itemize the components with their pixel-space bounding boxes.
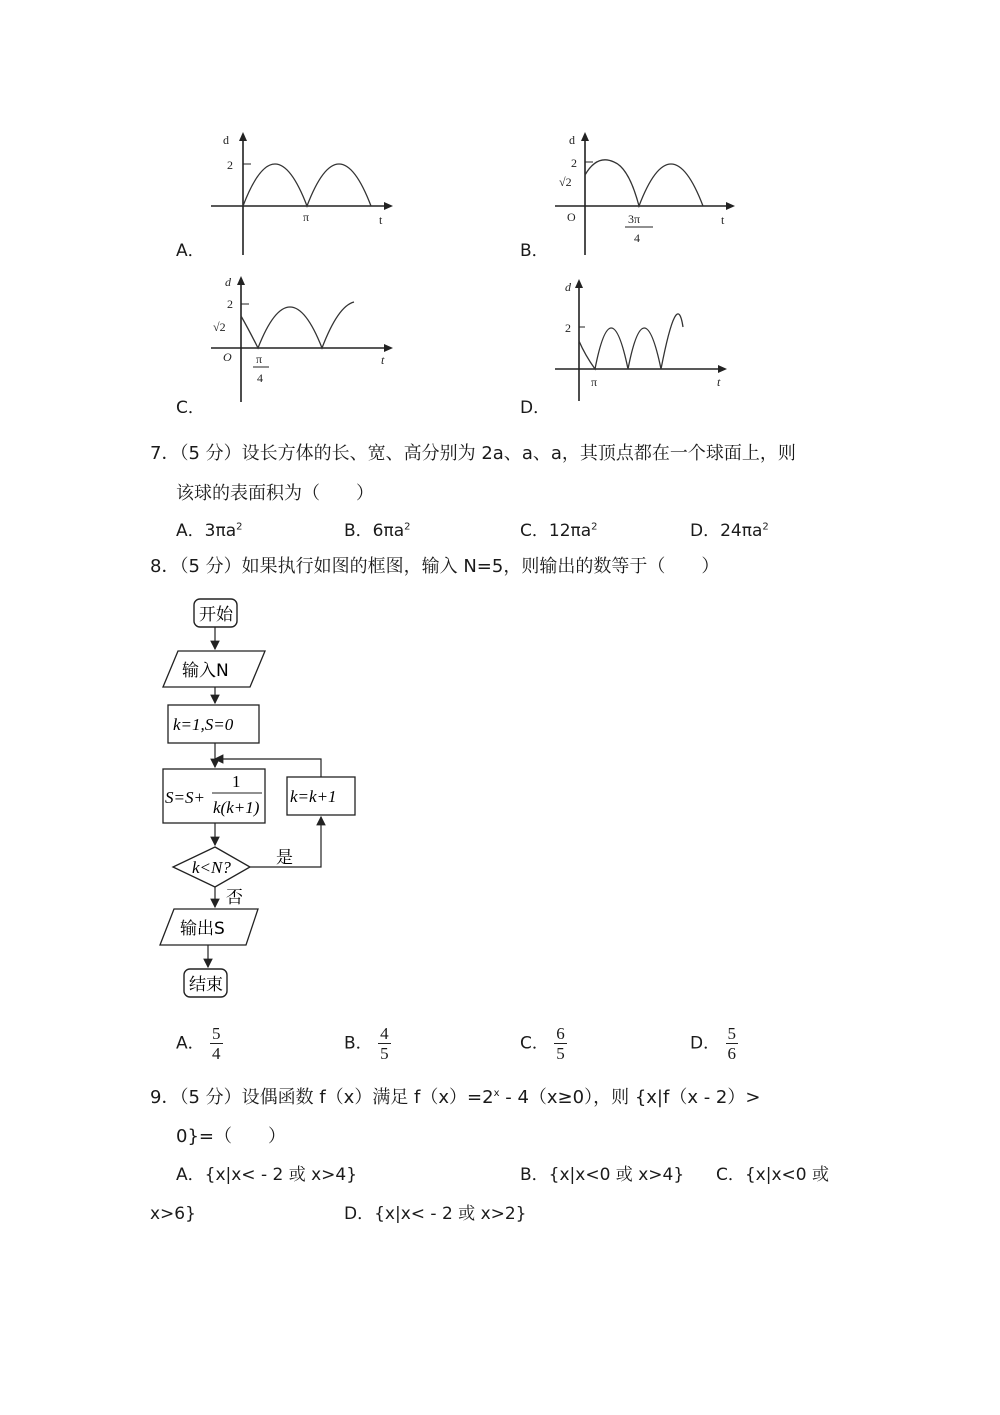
graph-c-y-label: d (225, 275, 231, 289)
q9-stem-line1 (150, 1086, 760, 1110)
option-a-label: A． (176, 241, 205, 261)
flow-start: 开始 (199, 605, 233, 625)
q7-stem-line1: 7．（5 分）设长方体的长、宽、高分别为 2a、a、a，其顶点都在一个球面上，则 (150, 443, 796, 464)
q8-option-a-fraction (210, 1024, 223, 1063)
q7-option-a-label: A． (176, 521, 205, 541)
graph-d-y-tick: 2 (565, 321, 571, 335)
graph-a-y-tick: 2 (227, 158, 233, 172)
graph-d (553, 275, 738, 405)
q7-option-a[interactable] (176, 520, 242, 542)
graph-d-y-label: d (565, 280, 571, 294)
graph-c-y-tick2: √2 (213, 320, 226, 334)
q7-option-d-label: D． (690, 521, 721, 541)
q7-option-a-text: 3πa (204, 521, 237, 541)
q9-stem-b: - 4（x≥0），则 {x|f（x - 2）> (499, 1087, 761, 1108)
graph-c-x-tick-num: π (256, 352, 263, 366)
graph-b-x-label: t (721, 213, 725, 227)
flow-end: 结束 (189, 975, 223, 995)
q9-stem-a: 9．（5 分）设偶函数 f（x）满足 f（x）=2 (150, 1087, 494, 1108)
flow-sum-den: k(k+1) (213, 798, 260, 817)
graph-a-x-tick: π (303, 210, 310, 224)
q9-option-d[interactable]: D．{x|x< - 2 或 x>2} (344, 1204, 527, 1224)
q9-option-c[interactable]: C．{x|x<0 或 (716, 1165, 829, 1185)
graph-b-y-tick2: √2 (559, 175, 572, 189)
flow-sum-num: 1 (232, 772, 241, 791)
q8-option-c-label: C． (520, 1033, 549, 1054)
q7-option-c-label: C． (520, 521, 549, 541)
q7-option-b-label: B． (344, 521, 373, 541)
q8-option-c-den: 5 (556, 1044, 565, 1063)
q7-option-c[interactable] (520, 520, 598, 542)
q7-option-c-text: 12πa (548, 521, 592, 541)
graph-d-x-label: t (717, 375, 721, 389)
graph-b-y-label: d (569, 133, 575, 147)
q7-option-b-text: 6πa (372, 521, 405, 541)
q8-option-d-fraction (726, 1024, 739, 1063)
q8-option-d-label: D． (690, 1033, 721, 1054)
q8-option-d-den: 6 (727, 1044, 736, 1063)
flow-sum-left: S=S+ (165, 788, 205, 807)
q8-option-c-num: 6 (556, 1024, 565, 1043)
q7-option-b-sup: 2 (404, 521, 411, 533)
q7-option-d[interactable] (690, 520, 769, 542)
graph-a-x-label: t (379, 213, 383, 227)
q8-stem-line1: 8．（5 分）如果执行如图的框图，输入 N=5，则输出的数等于（ ） (150, 556, 720, 577)
q7-option-b[interactable] (344, 520, 411, 542)
q7-option-a-sup: 2 (236, 521, 243, 533)
graph-c-origin: O (223, 350, 232, 364)
graph-d-x-tick: π (591, 375, 598, 389)
option-c-label: C． (176, 398, 205, 418)
graph-c (205, 270, 395, 405)
graph-c-x-tick-den: 4 (257, 371, 263, 385)
q8-option-b-fraction (378, 1024, 391, 1063)
option-d-label: D． (520, 398, 551, 418)
flow-input: 输入N (182, 661, 229, 681)
graph-a-y-label: d (223, 133, 229, 147)
q7-option-d-sup: 2 (762, 521, 769, 533)
q7-stem-line2: 该球的表面积为（ ） (176, 483, 374, 504)
q8-option-d-num: 5 (727, 1024, 736, 1043)
graph-b-y-tick: 2 (571, 156, 577, 170)
q9-option-b[interactable]: B．{x|x<0 或 x>4} (520, 1165, 685, 1185)
graph-b-x-tick-den: 4 (634, 231, 640, 245)
graph-c-y-tick: 2 (227, 297, 233, 311)
q8-option-c[interactable] (520, 1024, 567, 1063)
graph-c-x-label: t (381, 353, 385, 367)
q8-option-c-fraction (554, 1024, 567, 1063)
q9-option-c-cont: x>6} (150, 1204, 196, 1224)
graph-a (205, 130, 395, 258)
q8-option-b-den: 5 (380, 1044, 389, 1063)
flow-yes: 是 (276, 848, 293, 868)
q8-option-d[interactable] (690, 1024, 738, 1063)
q8-option-a-den: 4 (212, 1044, 221, 1063)
flow-no: 否 (226, 888, 243, 908)
graph-b-origin: O (567, 210, 576, 224)
flow-cond: k<N? (192, 858, 231, 877)
q8-option-b-num: 4 (380, 1024, 389, 1043)
q8-option-a-label: A． (176, 1033, 205, 1054)
q9-option-a[interactable]: A．{x|x< - 2 或 x>4} (176, 1165, 358, 1185)
graph-b-x-tick-num: 3π (628, 212, 641, 226)
graph-b (553, 130, 738, 258)
flow-output: 输出S (180, 919, 225, 939)
q8-option-a-num: 5 (212, 1024, 221, 1043)
q9-stem-sup: x (493, 1088, 500, 1099)
option-b-label: B． (520, 241, 549, 261)
q9-stem-line2: 0}=（ ） (176, 1126, 286, 1147)
flowchart (150, 595, 370, 1005)
q7-option-c-sup: 2 (591, 521, 598, 533)
flow-init: k=1,S=0 (173, 715, 234, 734)
q8-option-a[interactable] (176, 1024, 223, 1063)
q7-option-d-text: 24πa (720, 521, 763, 541)
q8-option-b[interactable] (344, 1024, 391, 1063)
q8-option-b-label: B． (344, 1033, 373, 1054)
flow-inc: k=k+1 (290, 787, 337, 806)
